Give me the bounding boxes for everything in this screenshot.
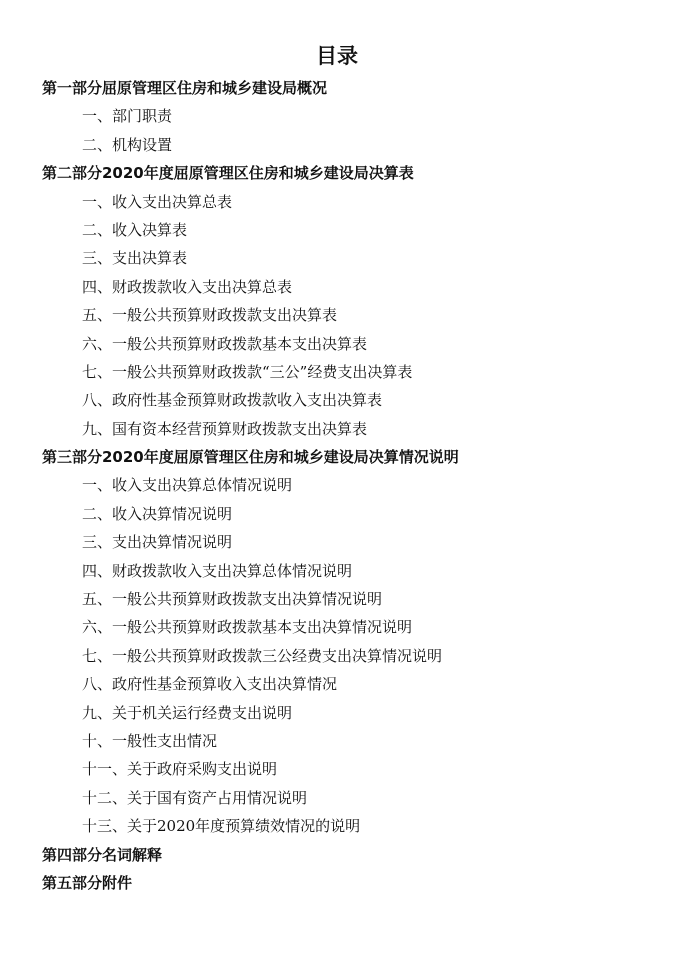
toc-entry: 六、一般公共预算财政拨款基本支出决算表: [82, 334, 368, 353]
toc-entry: 九、关于机关运行经费支出说明: [82, 703, 293, 722]
toc-entry: 十二、关于国有资产占用情况说明: [82, 788, 308, 807]
toc-entry: 七、一般公共预算财政拨款三公经费支出决算情况说明: [82, 646, 443, 665]
toc-entry: 一、部门职责: [82, 107, 173, 126]
toc-entry: 十一、关于政府采购支出说明: [82, 760, 278, 779]
toc-entry: 八、政府性基金预算财政拨款收入支出决算表: [82, 391, 383, 410]
toc-entry: 五、一般公共预算财政拨款支出决算表: [82, 306, 338, 325]
toc-part-1-heading: 第一部分屈原管理区住房和城乡建设局概况: [42, 79, 328, 97]
toc-entry: 二、收入决算情况说明: [82, 504, 233, 523]
toc-entry: 二、机构设置: [82, 135, 173, 154]
toc-part-3-heading: 第三部分2020年度屈原管理区住房和城乡建设局决算情况说明: [42, 448, 459, 467]
toc-entry: 四、财政拨款收入支出决算总体情况说明: [82, 561, 353, 580]
toc-entry: 六、一般公共预算财政拨款基本支出决算情况说明: [82, 618, 413, 637]
toc-part-2-heading: 第二部分2020年度屈原管理区住房和城乡建设局决算表: [42, 164, 414, 183]
toc-part-5-heading: 第五部分附件: [42, 873, 133, 892]
toc-entry: 三、支出决算表: [82, 249, 188, 268]
toc-entry: 七、一般公共预算财政拨款“三公”经费支出决算表: [82, 362, 413, 381]
toc-part-4-heading: 第四部分名词解释: [42, 845, 163, 864]
toc-entry: 五、一般公共预算财政拨款支出决算情况说明: [82, 590, 383, 609]
toc-entry: 十三、关于2020年度预算绩效情况的说明: [82, 817, 361, 836]
toc-entry: 一、收入支出决算总表: [82, 192, 233, 211]
toc-entry: 十、一般性支出情况: [82, 731, 218, 750]
toc-entry: 八、政府性基金预算收入支出决算情况: [82, 675, 338, 694]
toc-entry: 三、支出决算情况说明: [82, 533, 233, 552]
toc-entry: 九、国有资本经营预算财政拨款支出决算表: [82, 419, 368, 438]
table-of-contents: [0, 74, 674, 897]
toc-entry: 二、收入决算表: [82, 220, 188, 239]
toc-entry: 一、收入支出决算总体情况说明: [82, 476, 293, 495]
toc-entry: 四、财政拨款收入支出决算总表: [82, 277, 293, 296]
page-title: 目录: [316, 44, 358, 68]
